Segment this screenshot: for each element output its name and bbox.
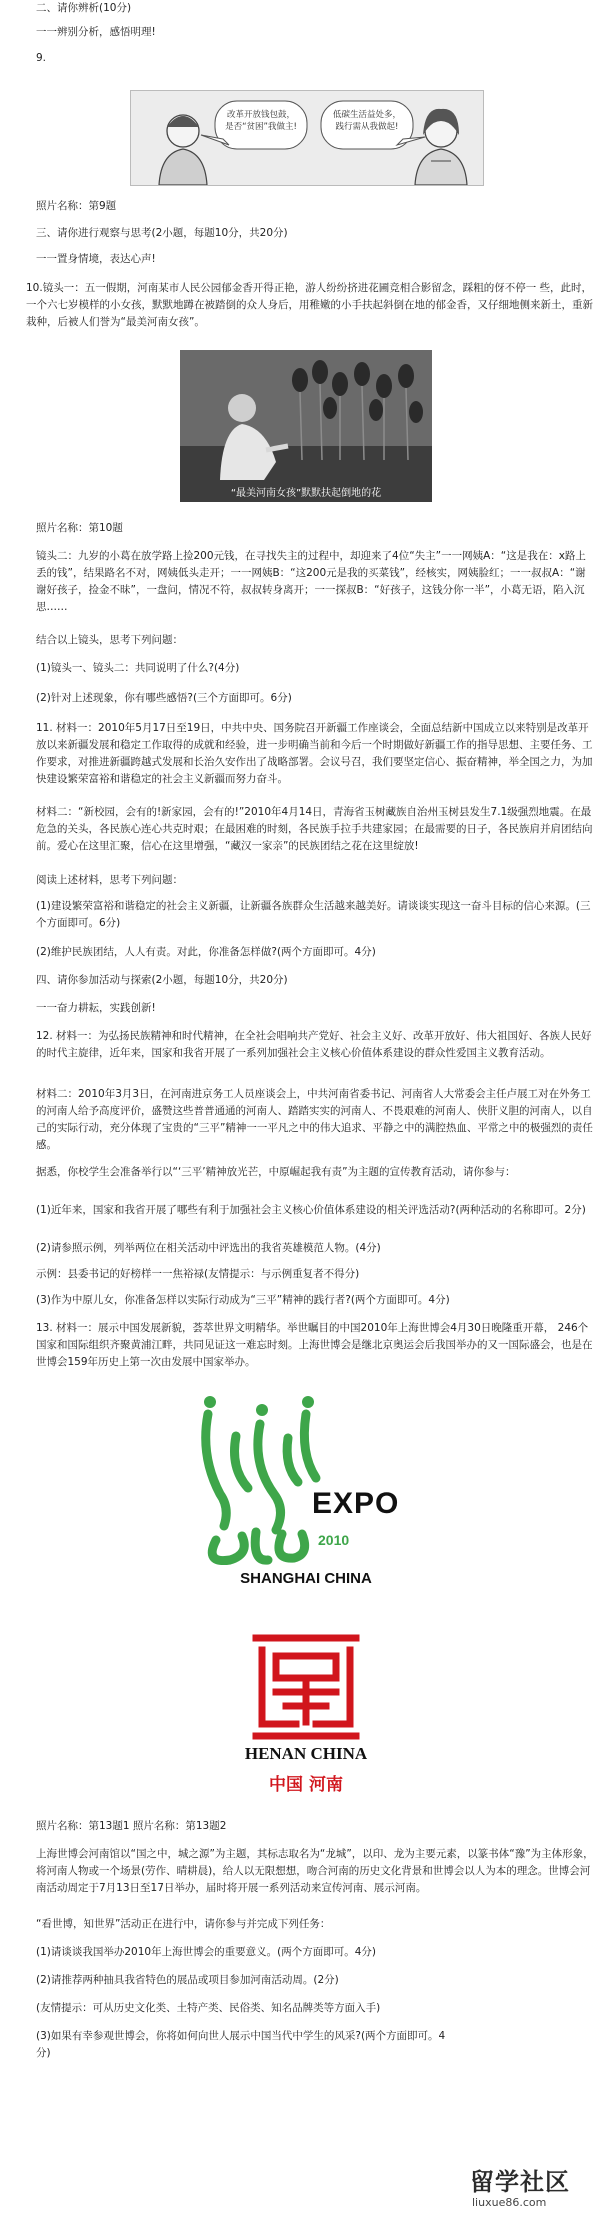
cartoon-bubble-right: 低碳生活益处多，践行需从我做起! (332, 110, 401, 132)
question-13-material-1: 13. 材料一：展示中国发展新貌，荟萃世界文明精华。举世瞩目的中国2010年上海世博会4月30日晚隆重开幕， 246个国家和国际组织齐聚黄浦江畔，共同见证这一难忘时刻。上海世博会是继北京奥运会后我国举办的又一国际盛会，也是在世博会159年历史上第一次由发展中国家举办。 (36, 1322, 593, 1368)
photo-caption-q13: 照片名称：第13题1 照片名称：第13题2 (36, 1820, 227, 1832)
question-13-part-1: (1)请谈谈我国举办2010年上海世博会的重要意义。(两个方面即可。4分) (36, 1946, 376, 1958)
watermark-text: 留学 (470, 2168, 520, 2196)
henan-pavilion-logo (226, 1626, 386, 1798)
henan-chinese: 中国 河南 (269, 1775, 343, 1795)
section-3-subtitle: 一一置身情境，表达心声! (36, 253, 156, 265)
question-10-lens-1: 10.镜头一：五一假期，河南某市人民公园郁金香开得正艳，游人纷纷挤进花圃竞相合影留念，踩粗的伢不停一 些，此时，一个六七岁模样的小女孩，默默地蹲在被踏倒的众人身后，用稚嫩的小手扶起斜倒在地的郁金香，又仔细地侧来新土，重新栽种，后被人们誉为“最美河南女孩”。 (26, 282, 593, 328)
question-13-activity: “看世博，知世界”活动正在进行中，请你参与并完成下列任务： (36, 1918, 331, 1930)
expo-city: SHANGHAI CHINA (240, 1570, 372, 1587)
question-9-label: 9. (36, 52, 47, 64)
question-11-material-1: 11. 材料一：2010年5月17日至19日，中共中央、国务院召开新疆工作座谈会，全面总结新中国成立以来特别是改革开放以来新疆发展和稳定工作取得的成就和经验，进一步明确当前和今后一个时期做好新疆工作的指导思想、主要任务、工作要求，对推进新疆跨越式发展和长治久安作出了战略部署。会议号召，我们要坚定信心、振奋精神，举全国之力，为加快建设繁荣富裕和谐稳定的社会主义新疆而努力奋斗。 (36, 722, 593, 785)
question-12-part-1: (1)近年来，国家和我省开展了哪些有利于加强社会主义核心价值体系建设的相关评选活动?(两种活动的名称即可。2分) (36, 1204, 586, 1216)
section-3-heading: 三、请你进行观察与思考(2小题，每题10分，共20分) (36, 227, 288, 239)
expo-2010-logo (190, 1384, 422, 1594)
question-10-part-2: (2)针对上述现象，你有哪些感悟?(三个方面即可。6分) (36, 692, 292, 704)
question-12-lead: 据悉，你校学生会准备举行以“‘三平’精神放光芒，中原崛起我有责”为主题的宣传教育活动，请你参与： (36, 1166, 516, 1178)
question-12-example: 示例：县委书记的好榜样一一焦裕禄(友情提示：与示例重复者不得分) (36, 1268, 360, 1280)
section-4-heading: 四、请你参加活动与探索(2小题，每题10分，共20分) (36, 974, 288, 986)
question-10-part-1: (1)镜头一、镜头二：共同说明了什么?(4分) (36, 662, 240, 674)
cartoon-drawing (131, 91, 483, 185)
section-2-heading: 二、请你辨析(10分) (36, 2, 132, 14)
question-13-part-3: (3)如果有幸参观世博会，你将如何向世人展示中国当代中学生的风采?(两个方面即可。4分) (36, 2030, 446, 2059)
photo-caption-q9: 照片名称：第9题 (36, 200, 117, 212)
question-11-material-2: 材料二：“新校园，会有的!新家园，会有的!”2010年4月14日，青海省玉树藏族自治州玉树县发生7.1级强烈地震。在最危急的关头，各民族心连心共克时艰；在最困难的时刻，各民族手拉手共建家园；在最需要的日子，各民族肩并肩团结向前。爱心在这里汇聚，信心在这里增强，“藏汉一家亲”的民族团结之花在这里绽放! (36, 806, 593, 852)
question-10-lens-2: 镜头二：九岁的小葛在放学路上捡200元钱，在寻找失主的过程中，却迎来了4位“失主”一一网姨A：“这是我在：x路上丢的钱”，结果路名不对，网姨低头走开；一一网姨B：“这200元是我的买菜钱”，经核实，网姨脸红；一一叔叔A：“谢谢好孩子，捡金不昧”，一盘问，情况不符，叔叔转身离开；一一探叔B：“好孩子，这钱分你一半”，小葛无语，陷入沉思…… (36, 550, 586, 613)
henan-seal-graphic (226, 1626, 386, 1746)
section-2-subtitle: 一一辨别分析，感悟明理! (36, 26, 156, 38)
watermark-site: liuxue86.com (472, 2196, 547, 2209)
question-11-read: 阅读上述材料，思考下列问题： (36, 874, 183, 886)
question-12-part-2: (2)请参照示例，列举两位在相关活动中评选出的我省英雄模范人物。(4分) (36, 1242, 381, 1254)
question-11-part-2: (2)维护民族团结，人人有责。对此，你准备怎样做?(两个方面即可。4分) (36, 946, 376, 958)
expo-year: 2010 (318, 1532, 350, 1548)
photo-q10 (180, 350, 432, 502)
question-13-material-2: 上海世博会河南馆以“国之中，城之源”为主题，其标志取名为“龙城”，以印、龙为主要元素，以篆书体“豫”为主体形象，将河南人物或一个场景(劳作、晴耕晨)，给人以无限想想，吻合河南的历史文化背景和世博会以人为本的理念。世博会河南活动周定于7月13日至17日举办，届时将开展一系列活动来宣传河南、展示河南。 (36, 1848, 594, 1894)
watermark-suffix: 社区 (520, 2168, 570, 2196)
question-12-part-3: (3)作为中原儿女，你准备怎样以实际行动成为“三平”精神的践行者?(两个方面即可。4分) (36, 1294, 450, 1306)
question-12-material-2: 材料二：2010年3月3日，在河南进京务工人员座谈会上，中共河南省委书记、河南省人大常委会主任卢展工对在外务工的河南人给予高度评价，盛赞这些普普通通的河南人、踏踏实实的河南人、不畏艰难的河南人、侠肝义胆的河南人，以自己的实际行动，充分体现了宝贵的“三平”精神一一平凡之中的伟大追求、平静之中的满腔热血、平常之中的极强烈的责任感。 (36, 1088, 593, 1151)
question-12-material-1: 12. 材料一：为弘扬民族精神和时代精神，在全社会唱响共产党好、社会主义好、改革开放好、伟大祖国好、各族人民好的时代主旋律，近年来，国家和我省开展了一系列加强社会主义核心价值体系建设的群众性爱国主义教育活动。 (36, 1030, 592, 1059)
henan-english: HENAN CHINA (244, 1744, 368, 1763)
question-13-tip: (友情提示：可从历史文化类、土特产类、民俗类、知名品牌类等方面入手) (36, 2002, 381, 2014)
site-watermark (470, 2162, 600, 2216)
photo-caption-q10: 照片名称：第10题 (36, 522, 123, 534)
section-4-subtitle: 一一奋力耕耘，实践创新! (36, 1002, 156, 1014)
cartoon-q9 (130, 90, 484, 186)
expo-word: EXPO (312, 1487, 400, 1520)
combine-prompt: 结合以上镜头，思考下列问题： (36, 634, 183, 646)
question-13-part-2: (2)请推荐两种抽具我省特色的展品或项目参加河南活动周。(2分) (36, 1974, 339, 1986)
cartoon-bubble-left: 改革开放钱包鼓，是否“贫困”我做主! (225, 110, 297, 132)
question-11-part-1: (1)建设繁荣富裕和谐稳定的社会主义新疆，让新疆各族群众生活越来越美好。请谈谈实现这一奋斗目标的信心来源。(三个方面即可。6分) (36, 900, 591, 929)
tulip-photo (180, 350, 432, 502)
photo-q10-caption: “最美河南女孩”默默扶起倒地的花 (230, 488, 382, 499)
